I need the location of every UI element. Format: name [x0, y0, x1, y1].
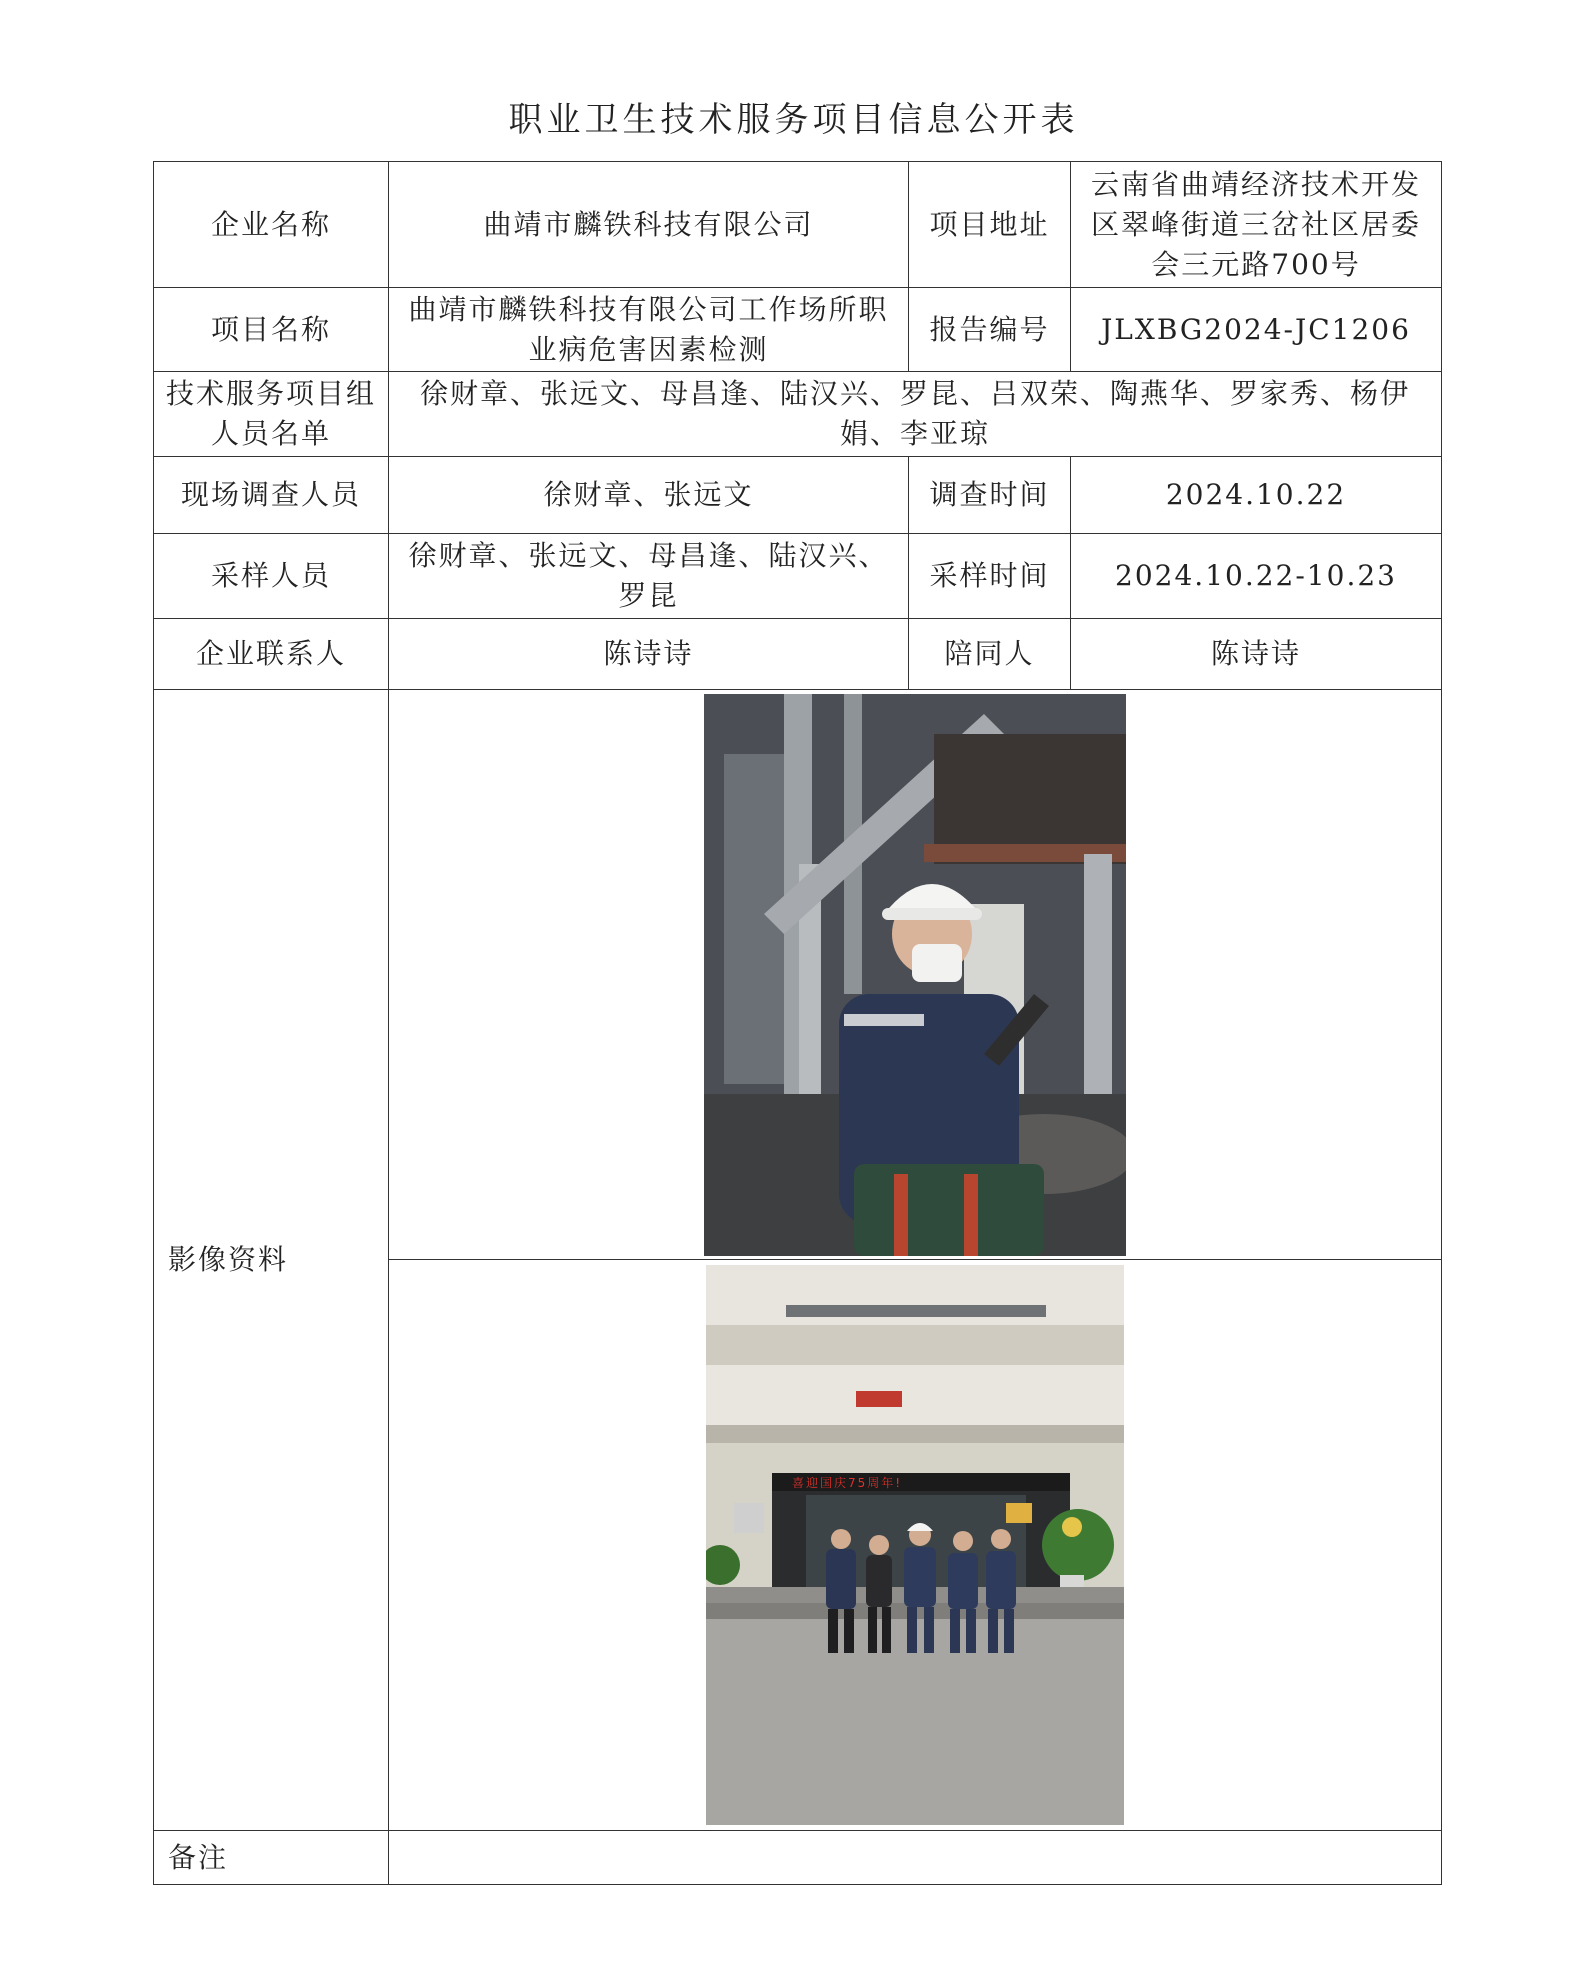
page-title: 职业卫生技术服务项目信息公开表 — [508, 100, 1079, 140]
row-remarks — [154, 1831, 1442, 1885]
survey-time-label: 调查时间 — [909, 457, 1071, 534]
row-sampling — [154, 534, 1442, 619]
company-name-label: 企业名称 — [154, 162, 389, 288]
photo-group-entrance-illustration — [706, 1265, 1124, 1825]
sampling-staff-value: 徐财章、张远文、母昌逢、陆汉兴、罗昆 — [389, 534, 909, 619]
photo-site-survey-illustration — [704, 694, 1126, 1256]
row-team — [154, 372, 1442, 457]
images-label: 影像资料 — [154, 690, 389, 1831]
project-name-label: 项目名称 — [154, 288, 389, 372]
project-address-value: 云南省曲靖经济技术开发区翠峰街道三岔社区居委会三元路700号 — [1071, 162, 1442, 288]
team-list-value: 徐财章、张远文、母昌逢、陆汉兴、罗昆、吕双荣、陶燕华、罗家秀、杨伊娟、李亚琼 — [389, 372, 1442, 457]
escort-value: 陈诗诗 — [1071, 619, 1442, 690]
row-images-1 — [154, 690, 1442, 1260]
photo-site-survey — [704, 694, 1126, 1256]
sampling-staff-label: 采样人员 — [154, 534, 389, 619]
sampling-time-value: 2024.10.22-10.23 — [1071, 534, 1442, 619]
photo-cell-1 — [389, 690, 1442, 1260]
row-company — [154, 162, 1442, 288]
team-list-label: 技术服务项目组人员名单 — [154, 372, 389, 457]
row-survey — [154, 457, 1442, 534]
project-name-value: 曲靖市麟铁科技有限公司工作场所职业病危害因素检测 — [389, 288, 909, 372]
remarks-label: 备注 — [154, 1831, 389, 1885]
sampling-time-label: 采样时间 — [909, 534, 1071, 619]
remarks-value — [389, 1831, 1442, 1885]
survey-staff-value: 徐财章、张远文 — [389, 457, 909, 534]
survey-time-value: 2024.10.22 — [1071, 457, 1442, 534]
entrance-banner-text: 喜迎国庆75周年! — [792, 1476, 903, 1490]
escort-label: 陪同人 — [909, 619, 1071, 690]
company-contact-label: 企业联系人 — [154, 619, 389, 690]
photo-cell-2 — [389, 1260, 1442, 1831]
survey-staff-label: 现场调查人员 — [154, 457, 389, 534]
company-contact-value: 陈诗诗 — [389, 619, 909, 690]
report-number-value: JLXBG2024-JC1206 — [1071, 288, 1442, 372]
project-address-label: 项目地址 — [909, 162, 1071, 288]
company-name-value: 曲靖市麟铁科技有限公司 — [389, 162, 909, 288]
row-project — [154, 288, 1442, 372]
photo-group-entrance — [706, 1265, 1124, 1825]
info-table — [153, 161, 1442, 1885]
row-contact — [154, 619, 1442, 690]
report-number-label: 报告编号 — [909, 288, 1071, 372]
